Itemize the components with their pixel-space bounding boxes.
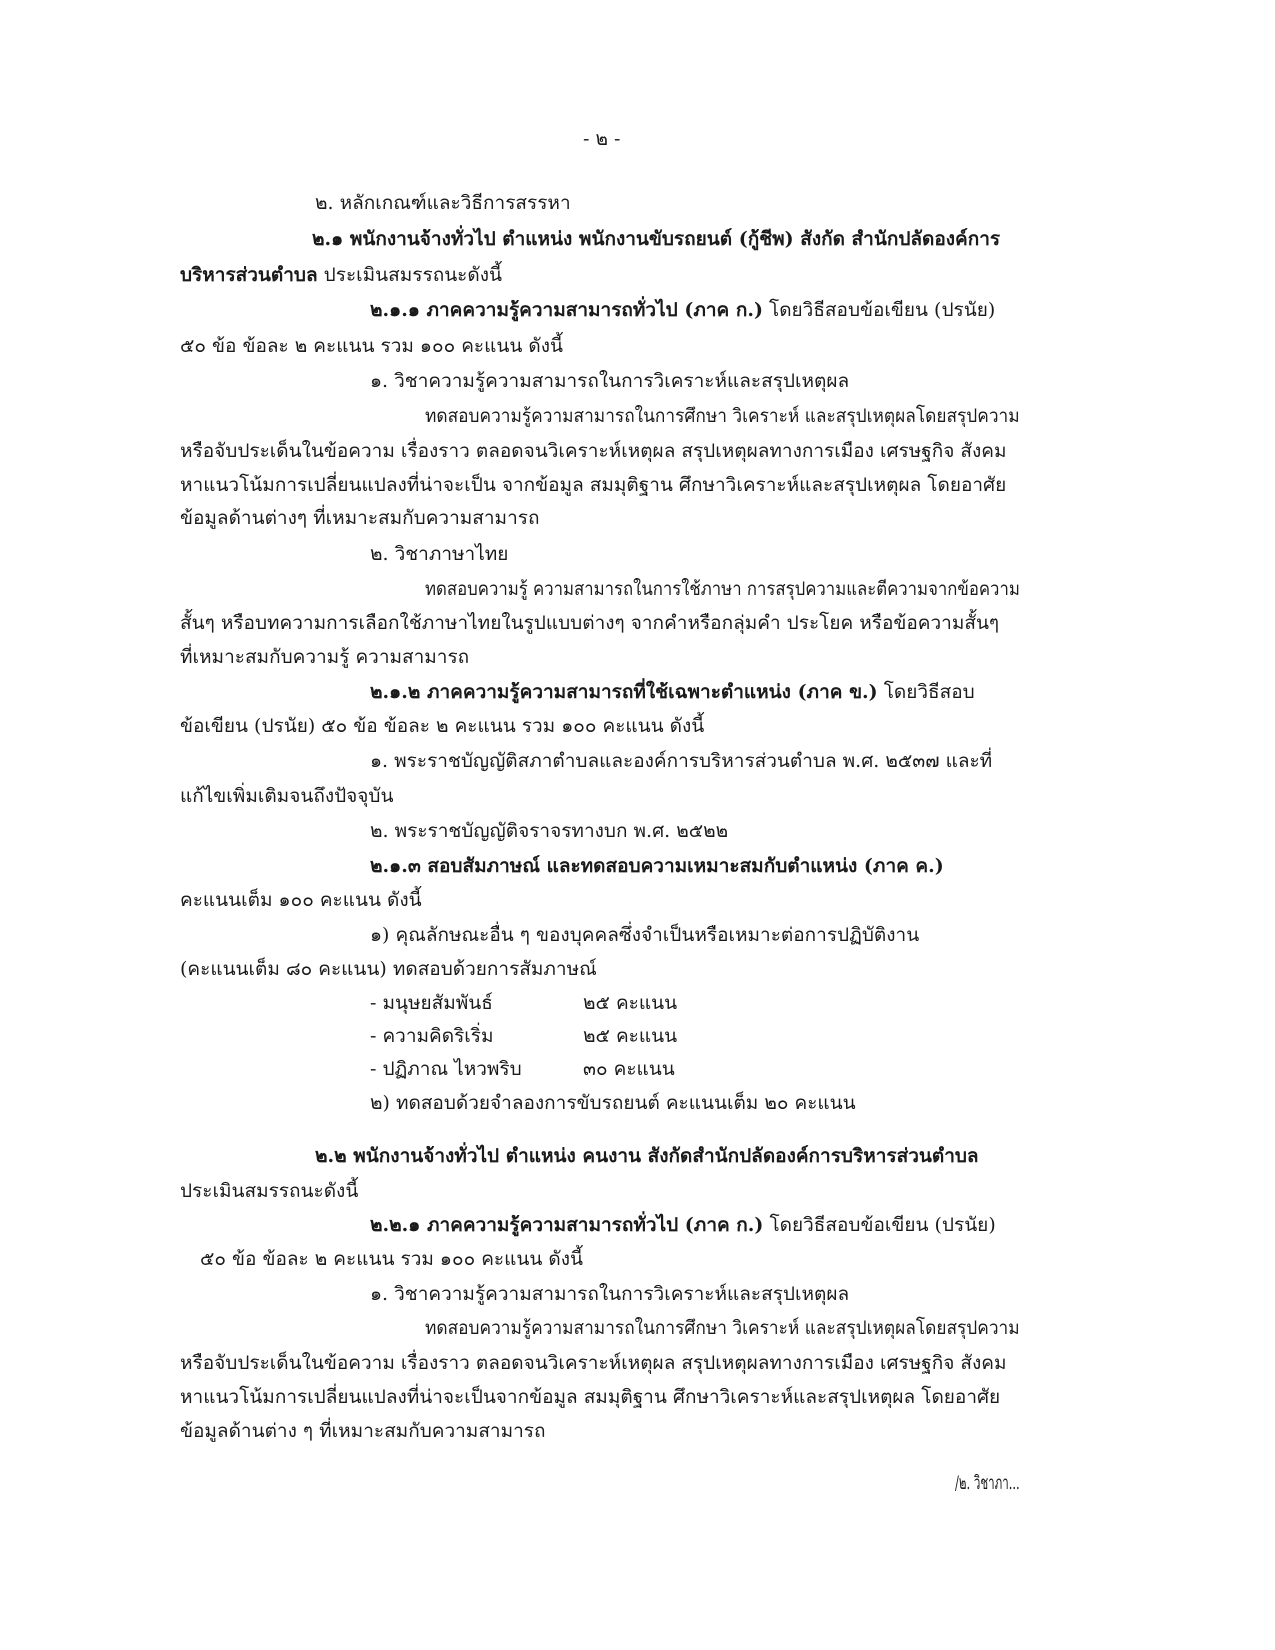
s221-sub1-title: ๑. วิชาความรู้ความสามารถในการวิเคราะห์และสรุปเหตุผล — [370, 1283, 850, 1305]
continuation-marker: /๒. วิชาภา... — [955, 1472, 1020, 1494]
s221-heading-rest: โดยวิธีสอบข้อเขียน (ปรนัย) — [763, 1214, 996, 1236]
s211-sub2-title: ๒. วิชาภาษาไทย — [370, 543, 509, 565]
s221-sub1-para1: ทดสอบความรู้ความสามารถในการศึกษา วิเคราะห์ และสรุปเหตุผลโดยสรุปความ — [425, 1317, 1020, 1339]
s211-heading-bold: ๒.๑.๑ ภาคความรู้ความสามารถทั่วไป (ภาค ก.) — [370, 299, 763, 321]
s213-heading: ๒.๑.๓ สอบสัมภาษณ์ และทดสอบความเหมาะสมกับตำแหน่ง (ภาค ค.) — [370, 855, 944, 877]
s221-heading-bold: ๒.๒.๑ ภาคความรู้ความสามารถทั่วไป (ภาค ก.) — [370, 1214, 764, 1236]
s211-heading — [370, 297, 995, 323]
s213-item1-line2: (คะแนนเต็ม ๘๐ คะแนน) ทดสอบด้วยการสัมภาษณ์ — [180, 958, 597, 980]
s211-sub1-para4: ข้อมูลด้านต่างๆ ที่เหมาะสมกับความสามารถ — [180, 507, 540, 529]
s211-sub1-para1: ทดสอบความรู้ความสามารถในการศึกษา วิเคราะห์ และสรุปเหตุผลโดยสรุปความ — [425, 405, 1020, 427]
s212-line2: ข้อเขียน (ปรนัย) ๕๐ ข้อ ข้อละ ๒ คะแนน รวม ๑๐๐ คะแนน ดังนี้ — [180, 715, 705, 737]
s221-heading — [370, 1212, 996, 1238]
s21-heading-line1: ๒.๑ พนักงานจ้างทั่วไป ตำแหน่ง พนักงานขับรถยนต์ (กู้ชีพ) สังกัด สำนักปลัดองค์การ — [312, 228, 1001, 250]
s21-heading-line2-rest: ประเมินสมรรถนะดังนี้ — [317, 264, 502, 286]
s213-item1-line1: ๑) คุณลักษณะอื่น ๆ ของบุคคลซึ่งจำเป็นหรือเหมาะต่อการปฏิบัติงาน — [370, 924, 920, 946]
s221-line2: ๕๐ ข้อ ข้อละ ๒ คะแนน รวม ๑๐๐ คะแนน ดังนี้ — [200, 1248, 583, 1270]
s211-sub2-para2: สั้นๆ หรือบทความการเลือกใช้ภาษาไทยในรูปแบบต่างๆ จากคำหรือกลุ่มคำ ประโยค หรือข้อความสั้นๆ — [180, 612, 1000, 634]
s211-sub2-para3: ที่เหมาะสมกับความรู้ ความสามารถ — [180, 646, 470, 668]
s221-sub1-para3: หาแนวโน้มการเปลี่ยนแปลงที่น่าจะเป็นจากข้อมูล สมมุติฐาน ศึกษาวิเคราะห์และสรุปเหตุผล โดยอาศัย — [180, 1386, 1001, 1408]
s211-line2: ๕๐ ข้อ ข้อละ ๒ คะแนน รวม ๑๐๐ คะแนน ดังนี้ — [180, 335, 563, 357]
criteria-score: ๒๕ คะแนน — [583, 992, 678, 1014]
s211-sub1-para3: หาแนวโน้มการเปลี่ยนแปลงที่น่าจะเป็น จากข้อมูล สมมุติฐาน ศึกษาวิเคราะห์และสรุปเหตุผล โดยอาศัย — [180, 474, 1007, 496]
s212-item2: ๒. พระราชบัญญัติจราจรทางบก พ.ศ. ๒๕๒๒ — [370, 820, 729, 842]
s211-heading-rest: โดยวิธีสอบข้อเขียน (ปรนัย) — [762, 299, 996, 321]
criteria-score: ๒๕ คะแนน — [583, 1025, 678, 1047]
s213-line2: คะแนนเต็ม ๑๐๐ คะแนน ดังนี้ — [180, 889, 422, 911]
page-number: - ๒ - — [583, 128, 621, 150]
s22-heading-line2: ประเมินสมรรถนะดังนี้ — [180, 1180, 359, 1202]
s212-heading-rest: โดยวิธีสอบ — [877, 681, 975, 703]
s212-heading — [370, 679, 975, 705]
s212-item1-line2: แก้ไขเพิ่มเติมจนถึงปัจจุบัน — [180, 785, 394, 807]
criteria-name: - มนุษยสัมพันธ์ — [370, 992, 493, 1014]
s211-sub1-para2: หรือจับประเด็นในข้อความ เรื่องราว ตลอดจนวิเคราะห์เหตุผล สรุปเหตุผลทางการเมือง เศรษฐกิจ สังคม — [180, 440, 1007, 462]
criteria-score: ๓๐ คะแนน — [583, 1058, 675, 1080]
s221-sub1-para4: ข้อมูลด้านต่าง ๆ ที่เหมาะสมกับความสามารถ — [180, 1420, 546, 1442]
s21-heading-line2 — [180, 262, 502, 288]
criteria-name: - ความคิดริเริ่ม — [370, 1025, 494, 1047]
section-heading: ๒. หลักเกณฑ์และวิธีการสรรหา — [315, 192, 571, 214]
s212-item1-line1: ๑. พระราชบัญญัติสภาตำบลและองค์การบริหารส่วนตำบล พ.ศ. ๒๕๓๗ และที่ — [370, 750, 993, 772]
s212-heading-bold: ๒.๑.๒ ภาคความรู้ความสามารถที่ใช้เฉพาะตำแหน่ง (ภาค ข.) — [370, 681, 878, 703]
s221-sub1-para2: หรือจับประเด็นในข้อความ เรื่องราว ตลอดจนวิเคราะห์เหตุผล สรุปเหตุผลทางการเมือง เศรษฐกิจ สังคม — [180, 1352, 1007, 1374]
s211-sub1-title: ๑. วิชาความรู้ความสามารถในการวิเคราะห์และสรุปเหตุผล — [370, 370, 850, 392]
s211-sub2-para1: ทดสอบความรู้ ความสามารถในการใช้ภาษา การสรุปความและตีความจากข้อความ — [425, 578, 1020, 600]
s22-heading-line1: ๒.๒ พนักงานจ้างทั่วไป ตำแหน่ง คนงาน สังกัดสำนักปลัดองค์การบริหารส่วนตำบล — [315, 1145, 979, 1167]
s213-item2: ๒) ทดสอบด้วยจำลองการขับรถยนต์ คะแนนเต็ม ๒๐ คะแนน — [370, 1092, 856, 1114]
s21-heading-line2-bold: บริหารส่วนตำบล — [180, 264, 318, 286]
criteria-name: - ปฏิภาณ ไหวพริบ — [370, 1058, 522, 1080]
